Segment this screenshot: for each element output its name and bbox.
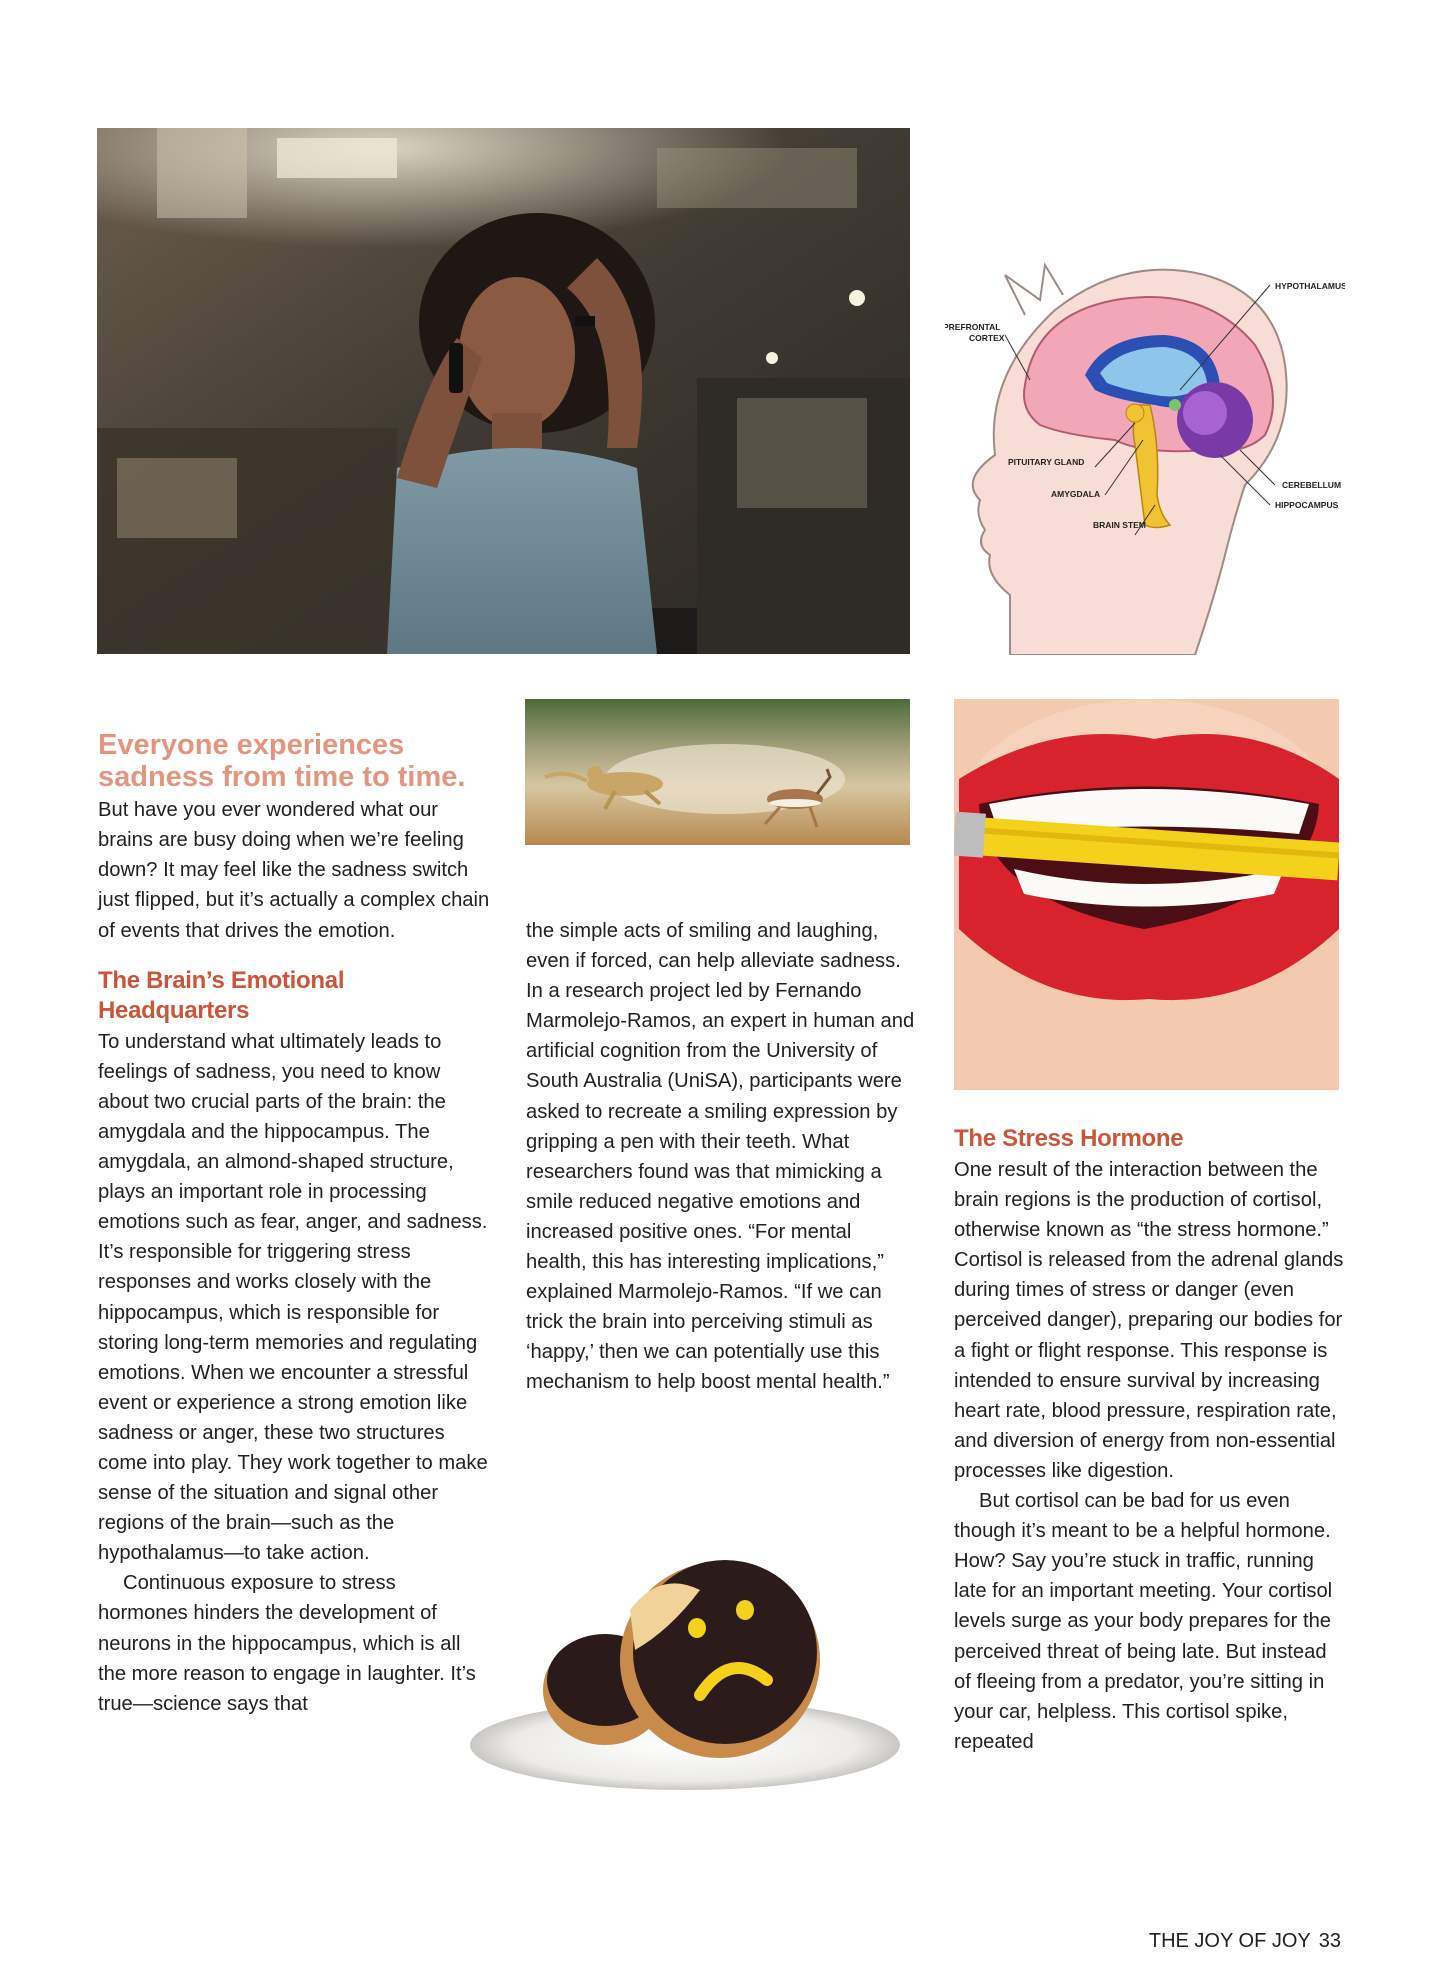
photo-sad-donut xyxy=(455,1540,915,1840)
column-2 xyxy=(526,916,916,1398)
photo-stressed-woman xyxy=(97,128,910,654)
page-footer xyxy=(1149,1930,1341,1953)
label-hypothalamus: HYPOTHALAMUS xyxy=(1275,281,1345,291)
section1-paragraph-2: Continuous exposure to stress hormones hinders the development of neurons in the hippocampus, which is all the more reason to engage in laughter. It’s true—science says that xyxy=(98,1572,476,1715)
footer-title: THE JOY OF JOY xyxy=(1148,1930,1311,1952)
label-hippocampus: HIPPOCAMPUS xyxy=(1275,500,1339,510)
column-1 xyxy=(98,731,490,1719)
column-3 xyxy=(954,1124,1344,1757)
intro-paragraph xyxy=(98,731,490,946)
section1-paragraph-1: To understand what ultimately leads to feelings of sadness, you need to know about two crucial parts of the brain: the amygdala and the hippocampus. The amygdala, an almond-shaped structure, plays an important role in processing emotions such as fear, anger, and sadness. It’s responsible for triggering stress responses and works closely with the hippocampus, which is responsible for storing long-term memories and regulating emotions. When we encounter a stressful event or experience a strong emotion like sadness or anger, these two structures come into play. They work together to make sense of the situation and signal other regions of the brain—such as the hypothalamus—to take action. xyxy=(98,1030,488,1565)
label-prefrontal-1: PREFRONTAL xyxy=(945,322,1001,332)
page-number: 33 xyxy=(1318,1930,1341,1952)
label-prefrontal-2: CORTEX xyxy=(969,333,1005,343)
section2-paragraph-2: But cortisol can be bad for us even though it’s meant to be a helpful hormone. How? Say you’re stuck in traffic, running late for an important meeting. Your cortisol levels surge as your body prepares for the perceived threat of being late. But instead of fleeing from a predator, you’re sitting in your car, helpless. This cortisol spike, repeated xyxy=(954,1490,1333,1753)
label-cerebellum: CEREBELLUM xyxy=(1282,480,1342,490)
photo-pen-smile xyxy=(954,699,1339,1090)
intro-lead: Everyone experiences sadness from time to time. xyxy=(98,729,466,794)
section-heading-brain: The Brain’s Emotional Headquarters xyxy=(98,966,345,1024)
intro-text: But have you ever wondered what our brains are busy doing when we’re feeling down? It may feel like the sadness switch just flipped, but it’s actually a complex chain of events that drives the emotion. xyxy=(98,799,490,942)
label-brain-stem: BRAIN STEM xyxy=(1093,520,1146,530)
label-pituitary: PITUITARY GLAND xyxy=(1008,457,1085,467)
brain-diagram xyxy=(945,255,1345,655)
section2-paragraph-1: One result of the interaction between the brain regions is the production of cortisol, otherwise known as “the stress hormone.” Cortisol is released from the adrenal glands during times of stress or danger (even perceived danger), preparing our bodies for a fight or flight response. This response is intended to ensure survival by increasing heart rate, blood pressure, respiration rate, and diversion of energy from non-essential processes like digestion. xyxy=(954,1159,1344,1482)
label-amygdala: AMYGDALA xyxy=(1051,489,1101,499)
col2-paragraph: the simple acts of smiling and laughing, even if forced, can help alleviate sadness. In a research project led by Fernando Marmolejo-Ramos, an expert in human and artificial cognition from the University of South Australia (UniSA), participants were asked to recreate a smiling expression by gripping a pen with their teeth. What researchers found was that mimicking a smile reduced negative emotions and increased positive ones. “For mental health, this has interesting implications,” explained Marmolejo-Ramos. “If we can trick the brain into perceiving stimuli as ‘happy,’ then we can potentially use this mechanism to help boost mental health.” xyxy=(526,920,915,1394)
section-heading-stress: The Stress Hormone xyxy=(954,1125,1184,1152)
photo-cheetah-chase xyxy=(525,699,910,845)
